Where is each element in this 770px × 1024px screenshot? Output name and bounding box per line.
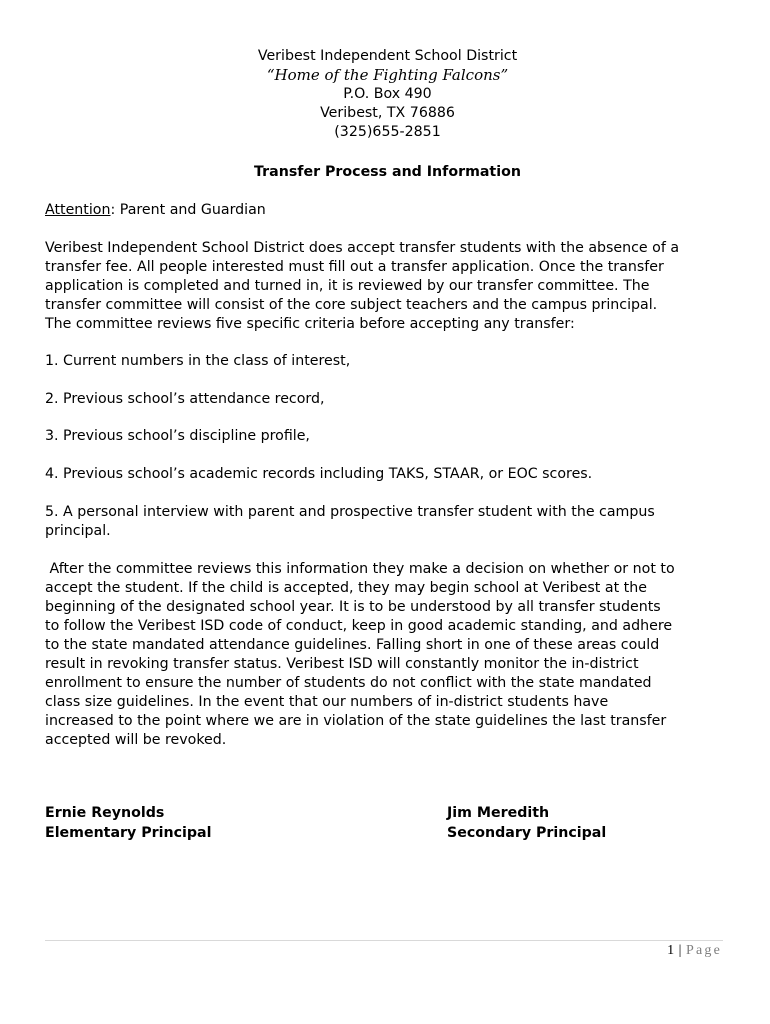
intro-line: application is completed and turned in, it is reviewed by our transfer committee. The [45, 278, 650, 294]
intro-line: transfer fee. All people interested must fill out a transfer application. Once the transfer [45, 259, 664, 275]
district-motto: “Home of the Fighting Falcons” [266, 66, 509, 84]
closing-line: increased to the point where we are in violation of the state guidelines the last transfer [45, 713, 667, 729]
closing-line: enrollment to ensure the number of students do not conflict with the state mandated [45, 675, 652, 691]
criteria-text: 2. Previous school’s attendance record, [45, 391, 325, 407]
intro-line: The committee reviews five specific criteria before accepting any transfer: [45, 316, 575, 332]
attention-text: : Parent and Guardian [110, 202, 266, 218]
signature-block-elementary [45, 804, 211, 843]
criteria-item-1 [45, 352, 730, 371]
closing-line: result in revoking transfer status. Veribest ISD will constantly monitor the in-district [45, 656, 639, 672]
signature-block-secondary [447, 804, 606, 843]
criteria-text: 1. Current numbers in the class of interest, [45, 353, 351, 369]
closing-line: beginning of the designated school year. It is to be understood by all transfer students [45, 599, 661, 615]
document-title: Transfer Process and Information [254, 164, 521, 180]
phone-number: (325)655-2851 [334, 124, 441, 140]
page-number: 1 [667, 943, 675, 958]
city-state-zip: Veribest, TX 76886 [320, 105, 455, 121]
page-label: Page [685, 943, 722, 958]
criteria-item-5 [45, 503, 730, 541]
closing-line: to the state mandated attendance guidelines. Falling short in one of these areas could [45, 637, 660, 653]
criteria-item-2 [45, 390, 730, 409]
po-box: P.O. Box 490 [343, 86, 432, 102]
document-page [45, 0, 730, 1024]
criteria-text: 3. Previous school’s discipline profile, [45, 428, 310, 444]
criteria-text: 4. Previous school’s academic records including TAKS, STAAR, or EOC scores. [45, 466, 593, 482]
closing-line: class size guidelines. In the event that our numbers of in-district students have [45, 694, 609, 710]
intro-line: Veribest Independent School District does accept transfer students with the absence of a [45, 240, 680, 256]
criteria-item-4 [45, 465, 730, 484]
criteria-text: principal. [45, 523, 111, 539]
closing-line: accepted will be revoked. [45, 732, 227, 748]
closing-paragraph [45, 560, 730, 750]
attention-line [45, 201, 730, 220]
letterhead [45, 47, 730, 142]
page-footer [667, 943, 722, 959]
page-separator: | [678, 943, 682, 958]
intro-paragraph [45, 239, 730, 334]
signatory-name: Jim Meredith [447, 805, 550, 821]
signatory-name: Ernie Reynolds [45, 805, 165, 821]
footer-divider [45, 940, 723, 941]
signatory-title: Elementary Principal [45, 824, 212, 841]
closing-line: to follow the Veribest ISD code of conduct, keep in good academic standing, and adhere [45, 618, 673, 634]
intro-line: transfer committee will consist of the core subject teachers and the campus principal. [45, 297, 658, 313]
criteria-item-3 [45, 427, 730, 446]
closing-line: accept the student. If the child is accepted, they may begin school at Veribest at the [45, 580, 647, 596]
attention-label: Attention [45, 202, 111, 218]
criteria-text: 5. A personal interview with parent and prospective transfer student with the campus [45, 504, 655, 520]
signatory-title: Secondary Principal [447, 824, 607, 841]
closing-line: After the committee reviews this information they make a decision on whether or not to [45, 561, 675, 577]
district-name: Veribest Independent School District [257, 48, 518, 64]
